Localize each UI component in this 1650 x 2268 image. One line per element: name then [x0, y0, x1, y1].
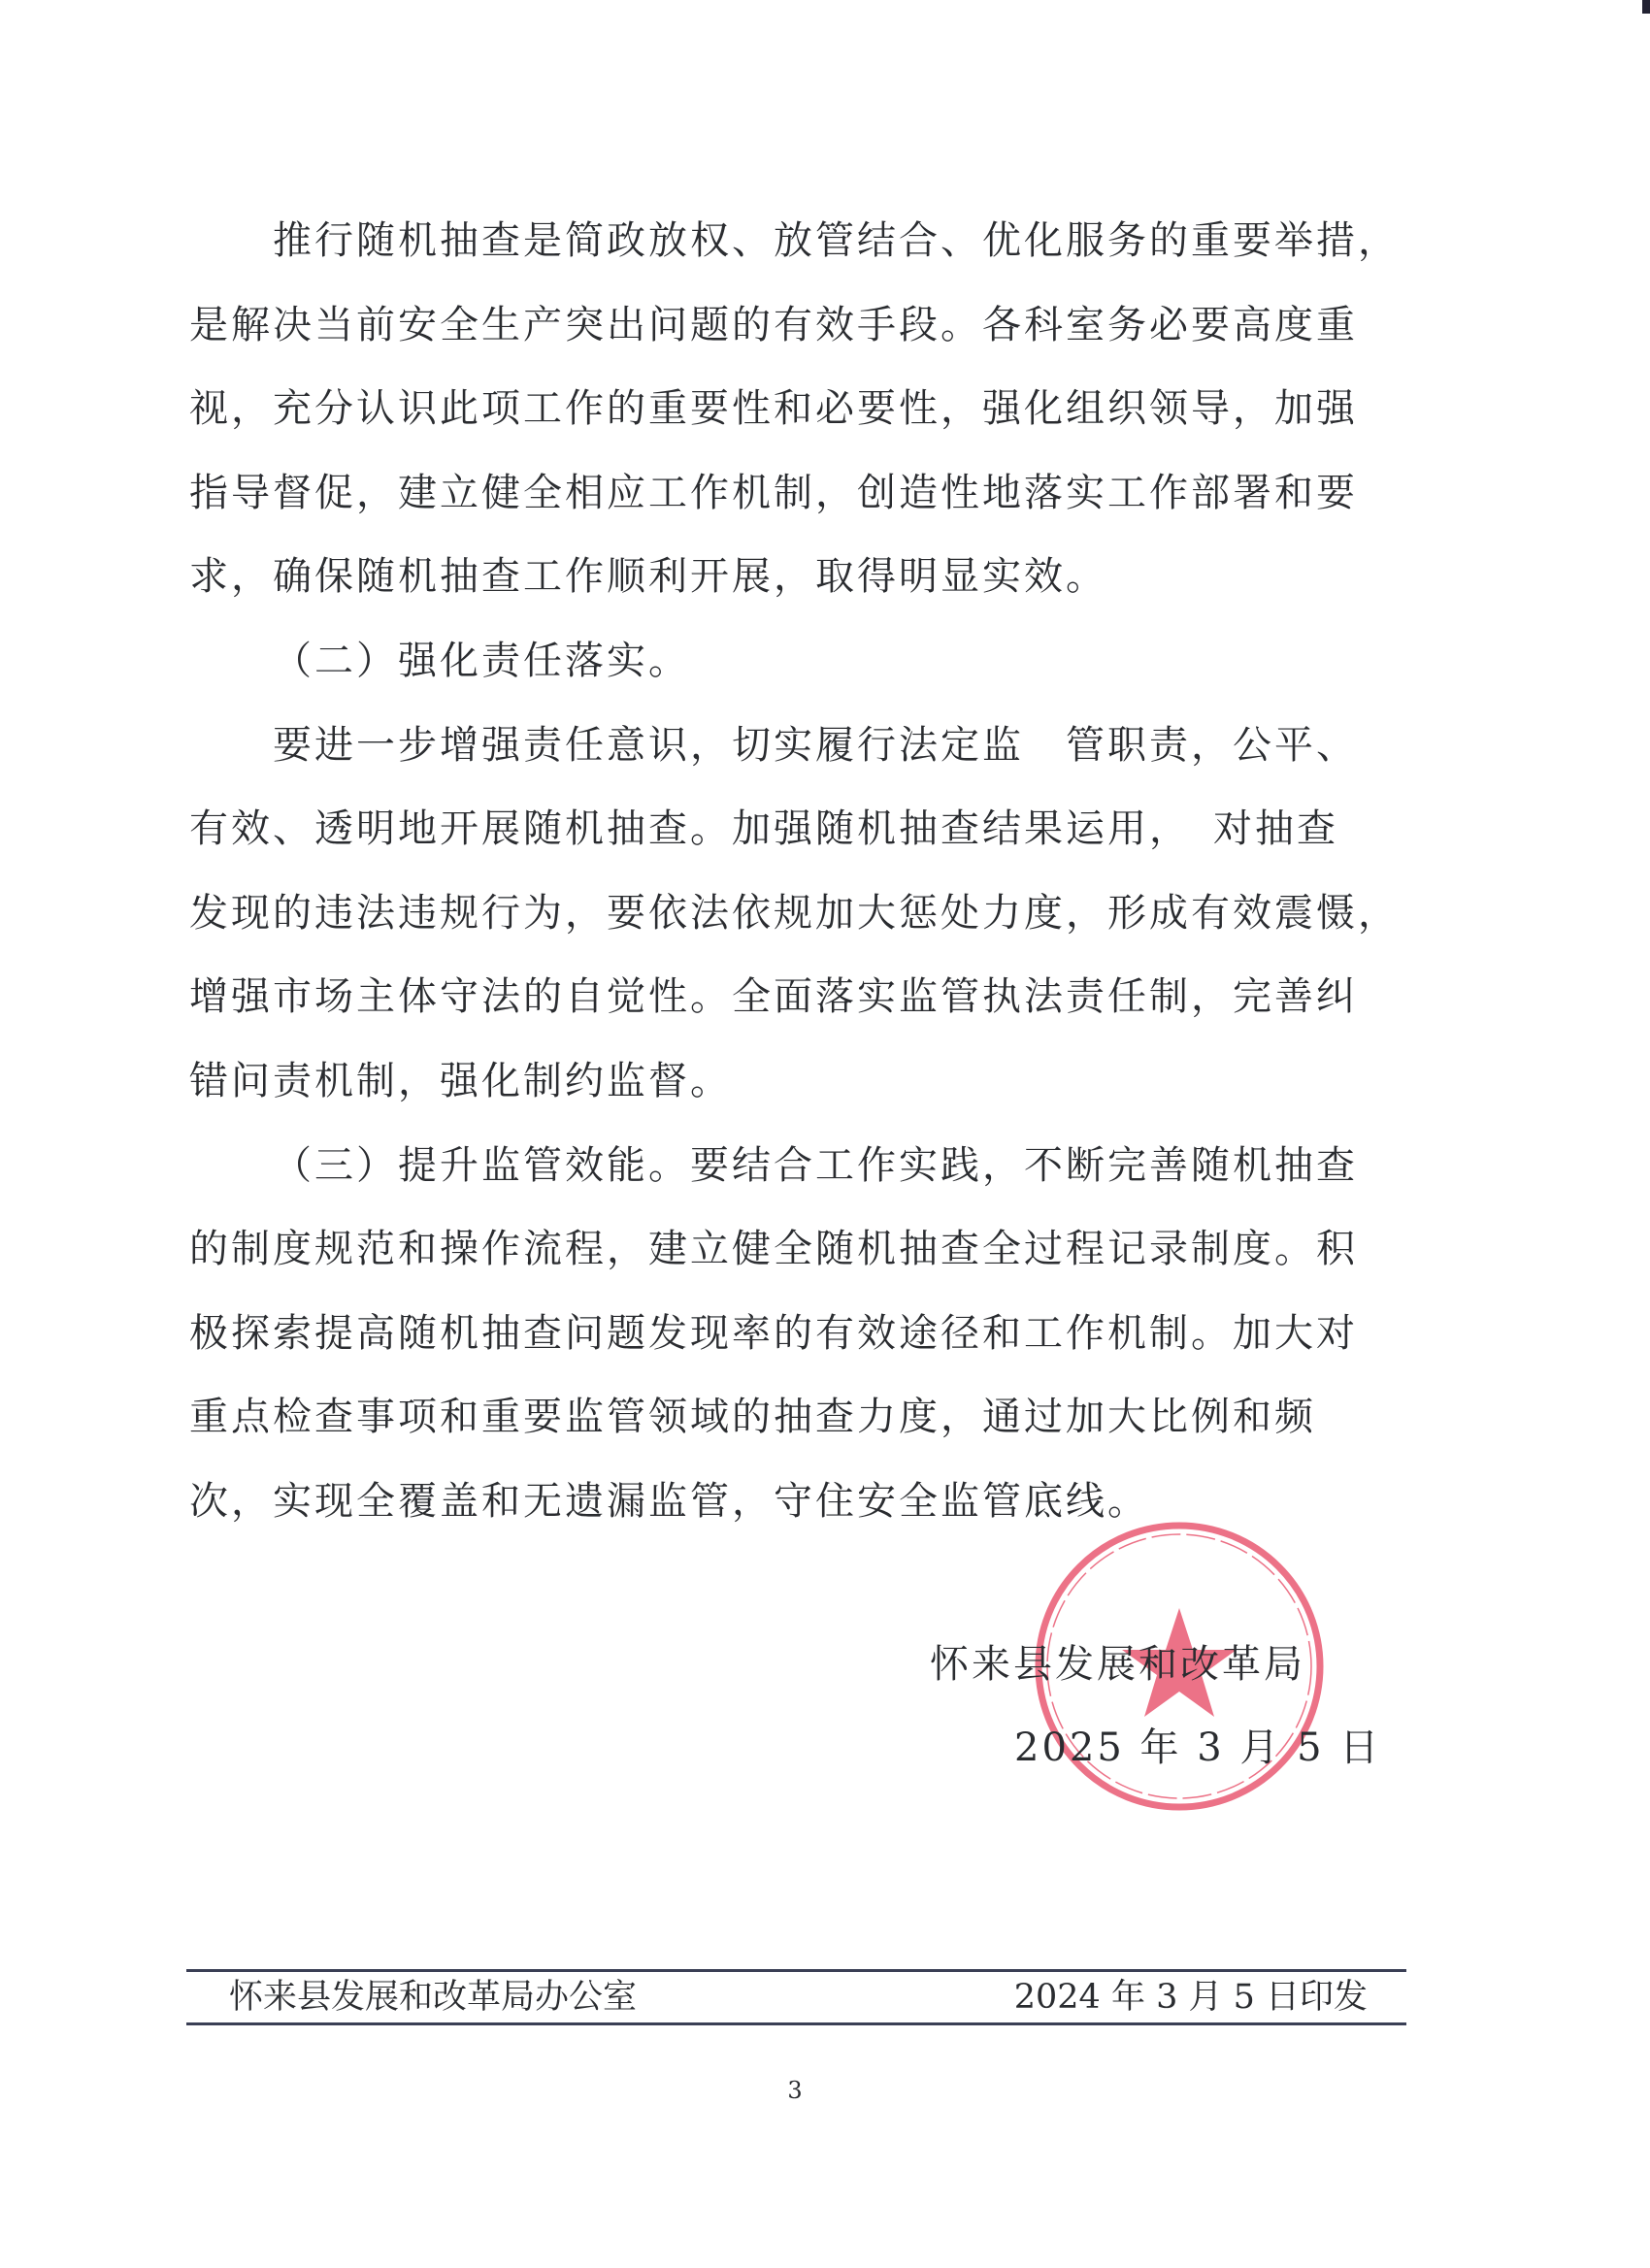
page-number: 3: [787, 2076, 803, 2104]
signature-block: [0, 1623, 1650, 1791]
text-line: 推行随机抽查是简政放权、放管结合、优化服务的重要举措，: [273, 218, 1400, 263]
footer-date: 2024 年 3 月 5 日印发: [1013, 1977, 1368, 2017]
text-line: （三）提升监管效能。要结合工作实践，不断完善随机抽查: [273, 1142, 1358, 1188]
text-line: 极探索提高随机抽查问题发现率的有效途径和工作机制。加大对: [189, 1310, 1358, 1356]
text-line: 的制度规范和操作流程，建立健全随机抽查全过程记录制度。积: [189, 1227, 1358, 1272]
text-line: 重点检查事项和重要监管领域的抽查力度，通过加大比例和频: [189, 1395, 1316, 1440]
text-line: 增强市场主体守法的自觉性。全面落实监管执法责任制，完善纠: [189, 974, 1358, 1020]
footer-issuer: 怀来县发展和改革局办公室: [229, 1977, 638, 2017]
text-line: 视，充分认识此项工作的重要性和必要性，强化组织领导，加强: [189, 386, 1358, 432]
text-line: 指导督促，建立健全相应工作机制，创造性地落实工作部署和要: [189, 470, 1358, 515]
footer-bottom-rule: [186, 2022, 1406, 2025]
footer-row: [186, 1972, 1406, 2022]
text-line: 求，确保随机抽查工作顺利开展，取得明显实效。: [189, 554, 1107, 600]
text-line: 次，实现全覆盖和无遗漏监管，守住安全监管底线。: [189, 1478, 1149, 1524]
text-line: 要进一步增强责任意识，切实履行法定监 管职责，公平、: [273, 722, 1358, 768]
text-line: 有效、透明地开展随机抽查。加强随机抽查结果运用， 对抽查: [189, 806, 1338, 852]
signature-org: 怀来县发展和改革局: [930, 1641, 1305, 1687]
text-line: 发现的违法违规行为，要依法依规加大惩处力度，形成有效震慑，: [189, 890, 1400, 936]
footer: [186, 1969, 1406, 2025]
signature-date: 2025 年 3 月 5 日: [1014, 1725, 1382, 1770]
section-heading: （二）强化责任落实。: [273, 638, 690, 683]
body-text: [189, 199, 1400, 1544]
text-line: 是解决当前安全生产突出问题的有效手段。各科室务必要高度重: [189, 302, 1358, 347]
text-line: 错问责机制，强化制约监督。: [189, 1058, 732, 1103]
